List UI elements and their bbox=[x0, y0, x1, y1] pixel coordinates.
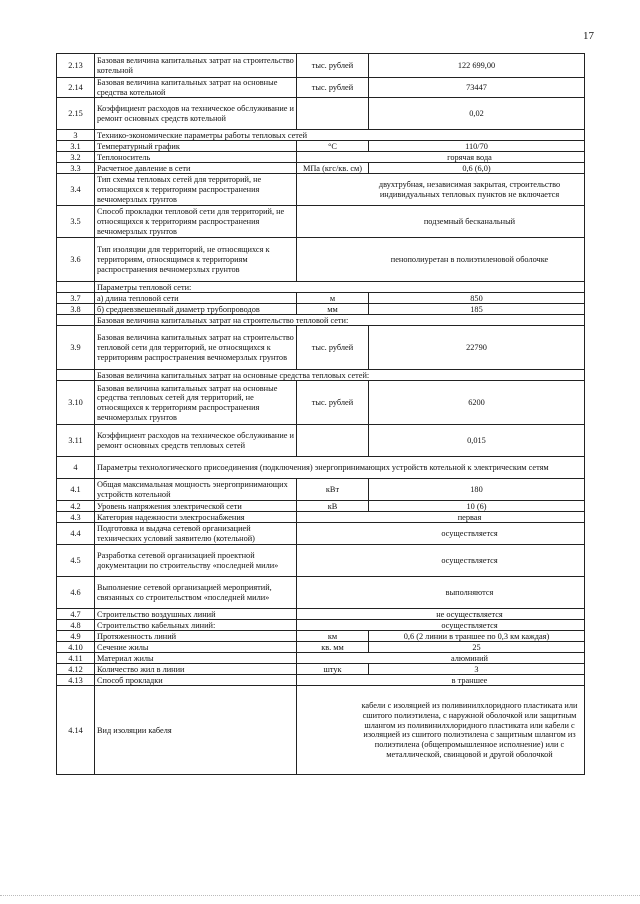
row-number: 4 bbox=[57, 457, 95, 479]
parameter-value: 0,6 (2 линии в траншее по 0,3 км каждая) bbox=[369, 631, 585, 642]
parameter-value: 25 bbox=[369, 642, 585, 653]
row-number: 3.9 bbox=[57, 326, 95, 370]
table-row bbox=[57, 381, 585, 425]
parameter-value: 0,02 bbox=[369, 98, 585, 130]
parameter-name: Разработка сетевой организацией проектной документации по строительству «последней мили» bbox=[95, 545, 297, 577]
parameter-name: Температурный график bbox=[95, 141, 297, 152]
row-number: 2.14 bbox=[57, 78, 95, 98]
parameter-name: Сечение жилы bbox=[95, 642, 297, 653]
parameter-unit: штук bbox=[297, 664, 369, 675]
parameter-unit: тыс. рублей bbox=[297, 78, 369, 98]
parameter-unit: мм bbox=[297, 304, 369, 315]
parameter-unit: °С bbox=[297, 141, 369, 152]
section-row bbox=[57, 370, 585, 381]
row-number: 3.6 bbox=[57, 238, 95, 282]
table-row bbox=[57, 609, 585, 620]
section-row bbox=[57, 457, 585, 479]
parameter-value: 0,6 (6,0) bbox=[369, 163, 585, 174]
parameter-unit: МПа (кгс/кв. см) bbox=[297, 163, 369, 174]
parameter-value: 122 699,00 bbox=[369, 54, 585, 78]
page-bottom-edge bbox=[0, 895, 640, 896]
row-number: 4.10 bbox=[57, 642, 95, 653]
parameter-value: 180 bbox=[369, 479, 585, 501]
parameter-unit: кВ bbox=[297, 501, 369, 512]
row-number: 3.3 bbox=[57, 163, 95, 174]
parameter-value: не осуществляется bbox=[297, 609, 585, 620]
table-row bbox=[57, 545, 585, 577]
table-row bbox=[57, 326, 585, 370]
table-row bbox=[57, 425, 585, 457]
parameter-name: Тип схемы тепловых сетей для территорий, не относящихся к территориям распространения вечномерзлых грунтов bbox=[95, 174, 297, 206]
parameter-name: Подготовка и выдача сетевой организацией технических условий заявителю (котельной) bbox=[95, 523, 297, 545]
parameter-value: 3 bbox=[369, 664, 585, 675]
parameter-value: первая bbox=[297, 512, 585, 523]
table-body bbox=[57, 54, 585, 775]
row-number bbox=[57, 315, 95, 326]
table-row bbox=[57, 512, 585, 523]
parameter-unit: км bbox=[297, 631, 369, 642]
section-title: Технико-экономические параметры работы тепловых сетей bbox=[95, 130, 585, 141]
row-number bbox=[57, 282, 95, 293]
parameter-unit: тыс. рублей bbox=[297, 54, 369, 78]
parameter-name: Строительство кабельных линий: bbox=[95, 620, 297, 631]
table-row bbox=[57, 675, 585, 686]
parameter-name: Базовая величина капитальных затрат на основные средства котельной bbox=[95, 78, 297, 98]
section-row bbox=[57, 315, 585, 326]
parameter-name: Способ прокладки bbox=[95, 675, 297, 686]
parameter-name: Тип изоляции для территорий, не относящихся к территориям, относящимся к территориям распространения вечномерзлых грунтов bbox=[95, 238, 297, 282]
section-title: Базовая величина капитальных затрат на строительство тепловой сети: bbox=[95, 315, 585, 326]
parameter-value: 6200 bbox=[369, 381, 585, 425]
parameter-name: Общая максимальная мощность энергопринимающих устройств котельной bbox=[95, 479, 297, 501]
row-number: 3.11 bbox=[57, 425, 95, 457]
table-row bbox=[57, 304, 585, 315]
parameter-unit: кв. мм bbox=[297, 642, 369, 653]
table-row bbox=[57, 686, 585, 775]
parameter-value: в траншее bbox=[297, 675, 585, 686]
parameter-value: 850 bbox=[369, 293, 585, 304]
section-row bbox=[57, 130, 585, 141]
parameter-value: 185 bbox=[369, 304, 585, 315]
parameter-value: пенополиуретан в полиэтиленовой оболочке bbox=[297, 238, 585, 282]
table-row bbox=[57, 653, 585, 664]
parameters-table bbox=[56, 53, 585, 775]
parameter-value: горячая вода bbox=[297, 152, 585, 163]
parameter-unit: м bbox=[297, 293, 369, 304]
row-number bbox=[57, 370, 95, 381]
parameter-value: 110/70 bbox=[369, 141, 585, 152]
parameter-value: 10 (6) bbox=[369, 501, 585, 512]
section-title: Базовая величина капитальных затрат на основные средства тепловых сетей: bbox=[95, 370, 585, 381]
row-number: 4.6 bbox=[57, 577, 95, 609]
section-row bbox=[57, 282, 585, 293]
table-row bbox=[57, 620, 585, 631]
row-number: 3.1 bbox=[57, 141, 95, 152]
parameter-name: Базовая величина капитальных затрат на строительство тепловой сети для территорий, не относящихся к территориям распространения вечномерзлых грунтов bbox=[95, 326, 297, 370]
parameter-name: Строительство воздушных линий bbox=[95, 609, 297, 620]
row-number: 3.5 bbox=[57, 206, 95, 238]
parameter-name: а) длина тепловой сети bbox=[95, 293, 297, 304]
parameter-unit bbox=[297, 425, 369, 457]
parameter-value: кабели с изоляцией из поливинилхлоридного пластиката или сшитого полиэтилена, с наружной оболочкой или защитным шлангом из поливинилхлоридного пластиката или кабели с изоляцией из сшитого полиэтилена с защитным шлангом из полиэтилена (общепромышленное исполнение) или с металлической, свинцовой и другой оболочкой bbox=[297, 686, 585, 775]
parameter-value: 22790 bbox=[369, 326, 585, 370]
row-number: 4.13 bbox=[57, 675, 95, 686]
row-number: 3.7 bbox=[57, 293, 95, 304]
parameter-unit bbox=[297, 98, 369, 130]
parameter-value: выполняются bbox=[297, 577, 585, 609]
row-number: 4.9 bbox=[57, 631, 95, 642]
row-number: 4.7 bbox=[57, 609, 95, 620]
table-row bbox=[57, 642, 585, 653]
parameter-unit: тыс. рублей bbox=[297, 326, 369, 370]
row-number: 3 bbox=[57, 130, 95, 141]
table-row bbox=[57, 174, 585, 206]
parameter-value: подземный бесканальный bbox=[297, 206, 585, 238]
table-row bbox=[57, 631, 585, 642]
parameter-name: б) средневзвешенный диаметр трубопроводов bbox=[95, 304, 297, 315]
row-number: 4.2 bbox=[57, 501, 95, 512]
parameter-value: 0,015 bbox=[369, 425, 585, 457]
table-row bbox=[57, 501, 585, 512]
row-number: 4.14 bbox=[57, 686, 95, 775]
table-row bbox=[57, 78, 585, 98]
parameter-name: Коэффициент расходов на техническое обслуживание и ремонт основных средств котельной bbox=[95, 98, 297, 130]
parameter-name: Выполнение сетевой организацией мероприятий, связанных со строительством «последней мили» bbox=[95, 577, 297, 609]
parameter-value: осуществляется bbox=[297, 523, 585, 545]
parameter-name: Коэффициент расходов на техническое обслуживание и ремонт основных средств тепловых сетей bbox=[95, 425, 297, 457]
table-row bbox=[57, 152, 585, 163]
row-number: 4.12 bbox=[57, 664, 95, 675]
parameter-name: Способ прокладки тепловой сети для территорий, не относящихся к территориям распространения вечномерзлых грунтов bbox=[95, 206, 297, 238]
table-row bbox=[57, 54, 585, 78]
row-number: 4.5 bbox=[57, 545, 95, 577]
table-row bbox=[57, 577, 585, 609]
table-row bbox=[57, 238, 585, 282]
row-number: 2.13 bbox=[57, 54, 95, 78]
parameter-value: алюминий bbox=[297, 653, 585, 664]
row-number: 4.11 bbox=[57, 653, 95, 664]
section-title: Параметры тепловой сети: bbox=[95, 282, 585, 293]
parameter-value: 73447 bbox=[369, 78, 585, 98]
parameter-name: Материал жилы bbox=[95, 653, 297, 664]
table-row bbox=[57, 664, 585, 675]
table-row bbox=[57, 98, 585, 130]
row-number: 3.4 bbox=[57, 174, 95, 206]
parameter-name: Теплоноситель bbox=[95, 152, 297, 163]
row-number: 4.1 bbox=[57, 479, 95, 501]
parameter-value: осуществляется bbox=[297, 620, 585, 631]
parameter-unit: тыс. рублей bbox=[297, 381, 369, 425]
row-number: 3.10 bbox=[57, 381, 95, 425]
row-number: 4.4 bbox=[57, 523, 95, 545]
row-number: 4.8 bbox=[57, 620, 95, 631]
table-row bbox=[57, 141, 585, 152]
table-row bbox=[57, 479, 585, 501]
parameter-name: Расчетное давление в сети bbox=[95, 163, 297, 174]
table-row bbox=[57, 293, 585, 304]
parameter-name: Количество жил в линии bbox=[95, 664, 297, 675]
parameter-name: Уровень напряжения электрической сети bbox=[95, 501, 297, 512]
parameter-value: двухтрубная, независимая закрытая, строительство индивидуальных тепловых пунктов не включается bbox=[297, 174, 585, 206]
parameter-value: осуществляется bbox=[297, 545, 585, 577]
row-number: 2.15 bbox=[57, 98, 95, 130]
row-number: 3.2 bbox=[57, 152, 95, 163]
parameter-name: Категория надежности электроснабжения bbox=[95, 512, 297, 523]
parameter-name: Базовая величина капитальных затрат на строительство котельной bbox=[95, 54, 297, 78]
parameter-name: Базовая величина капитальных затрат на основные средства тепловых сетей для территорий, не относящихся к территориям распространения вечномерзлых грунтов bbox=[95, 381, 297, 425]
parameter-unit: кВт bbox=[297, 479, 369, 501]
table-row bbox=[57, 163, 585, 174]
parameter-name: Вид изоляции кабеля bbox=[95, 686, 297, 775]
table-row bbox=[57, 206, 585, 238]
row-number: 4.3 bbox=[57, 512, 95, 523]
parameter-name: Протяженность линий bbox=[95, 631, 297, 642]
row-number: 3.8 bbox=[57, 304, 95, 315]
page-number: 17 bbox=[583, 30, 594, 42]
table-row bbox=[57, 523, 585, 545]
section-title: Параметры технологического присоединения (подключения) энергопринимающих устройств котельной к электрическим сетям bbox=[95, 457, 585, 479]
